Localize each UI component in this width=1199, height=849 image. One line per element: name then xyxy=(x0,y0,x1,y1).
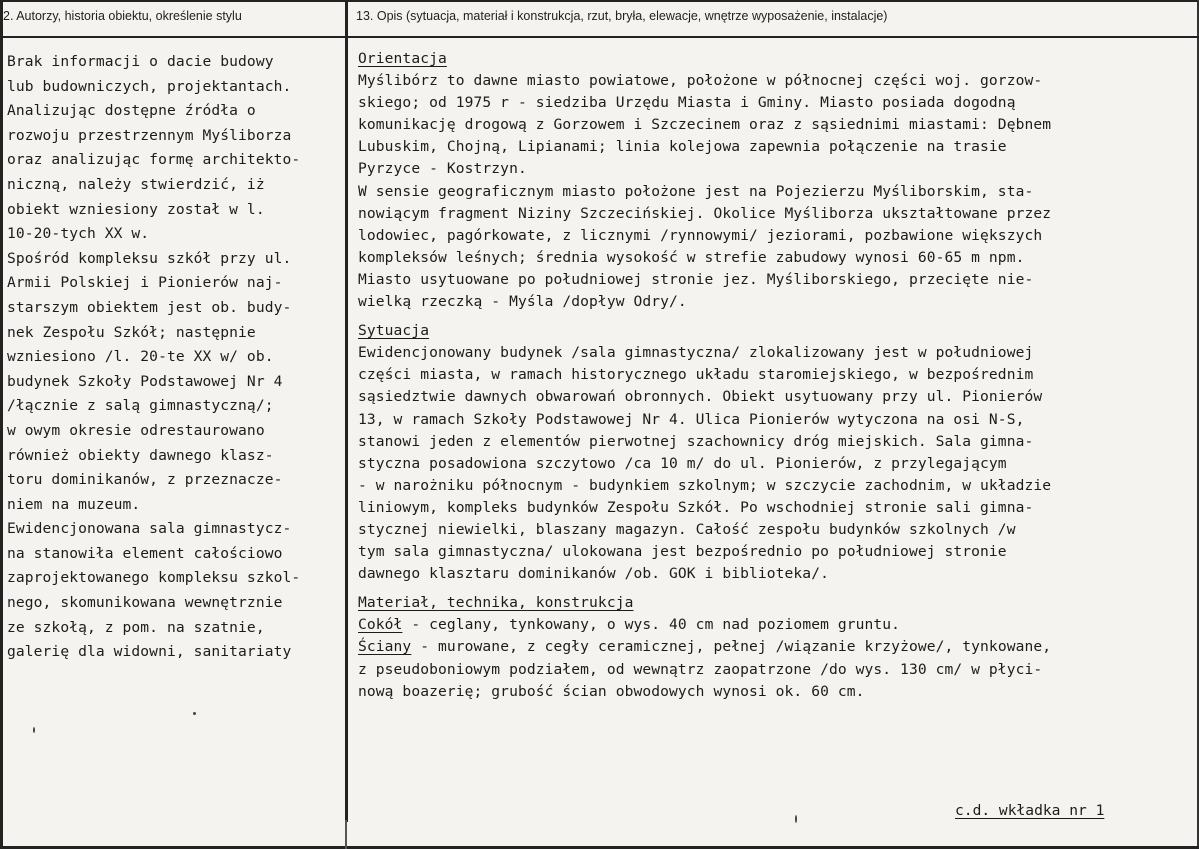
text-line: - w narożniku północnym - budynkiem szkolnym; w szczycie zachodnim, w układzie xyxy=(358,476,1052,494)
text-line: ze szkołą, z pom. na szatnie, xyxy=(7,618,265,636)
text-line: zaprojektowanego kompleksu szkol- xyxy=(7,569,301,587)
text-line: Analizując dostępne źródła o xyxy=(7,102,256,120)
text-line: części miasta, w ramach historycznego układu staromiejskiego, w bezpośrednim xyxy=(358,366,1034,384)
text-line: nek Zespołu Szkół; następnie xyxy=(7,323,256,341)
text-line: Ewidencjonowany budynek /sala gimnastyczna/ zlokalizowany jest w południowej xyxy=(358,344,1034,362)
text-line: wzniesiono /l. 20-te XX w/ ob. xyxy=(7,348,274,366)
text-line: Armii Polskiej i Pionierów naj- xyxy=(7,274,283,292)
column-divider xyxy=(345,2,348,822)
text-line: dawnego klasztaru dominikanów /ob. GOK i biblioteka/. xyxy=(358,565,829,583)
text-line: /łącznie z salą gimnastyczną/; xyxy=(7,397,274,415)
section-spacer xyxy=(358,313,1188,320)
column-divider-lower xyxy=(345,820,347,849)
text-line: obiekt wzniesiony został w l. xyxy=(7,200,265,218)
section-heading-orientacja: Orientacja xyxy=(358,50,447,67)
text-line: stanowi jeden z elementów pierwotnej szachownicy dróg miejskich. Sala gimna- xyxy=(358,432,1034,450)
paper-speck xyxy=(193,712,196,715)
right-column-header: 13. Opis (sytuacja, materiał i konstrukcja, rzut, bryła, elewacje, wnętrze wyposażenie, instalacje) xyxy=(356,9,888,23)
frame-top-border xyxy=(0,0,1199,2)
left-column-header: 2. Autorzy, historia obiektu, określenie stylu xyxy=(3,9,242,23)
text-line: starszym obiektem jest ob. budy- xyxy=(7,298,292,316)
text-line: również obiekty dawnego klasz- xyxy=(7,446,274,464)
text-line: niczną, należy stwierdzić, iż xyxy=(7,175,265,193)
text-line: komunikację drogową z Gorzowem i Szczecinem oraz z sąsiednimi miastami: Dębnem xyxy=(358,116,1052,134)
left-column-text xyxy=(7,50,343,665)
section-heading-sytuacja: Sytuacja xyxy=(358,322,430,340)
text-line: nową boazerię; grubość ścian obwodowych wynosi ok. 60 cm. xyxy=(358,682,865,700)
text-line: nego, skomunikowana wewnętrznie xyxy=(7,594,283,612)
text-line-cokol xyxy=(358,614,1188,636)
text-line: Spośród kompleksu szkół przy ul. xyxy=(7,249,292,267)
text-line: Miasto usytuowane po południowej stronie jez. Myśliborskiego, przecięte nie- xyxy=(358,270,1034,288)
text-line: w owym okresie odrestaurowano xyxy=(7,421,265,439)
text-line: z pseudoboniowym podziałem, od wewnątrz zaopatrzone /do wys. 130 cm/ w płyci- xyxy=(358,660,1043,678)
text-line: styczna posadowiona szczytowo /ca 10 m/ do ul. Pionierów, z przylegającym xyxy=(358,454,1007,472)
header-rule xyxy=(0,36,1199,38)
paper-speck xyxy=(33,727,35,733)
sciany-text: - murowane, z cegły ceramicznej, pełnej /wiązanie krzyżowe/, tynkowane, xyxy=(411,638,1052,656)
text-line: liniowym, kompleks budynków Zespołu Szkół. Po wschodniej stronie sali gimna- xyxy=(358,498,1034,516)
section-spacer xyxy=(358,585,1188,592)
text-line: oraz analizując formę architekto- xyxy=(7,151,301,169)
text-line: 13, w ramach Szkoły Podstawowej Nr 4. Ulica Pionierów wytyczona na osi N-S, xyxy=(358,410,1025,428)
text-line: budynek Szkoły Podstawowej Nr 4 xyxy=(7,372,283,390)
text-line: toru dominikanów, z przeznacze- xyxy=(7,471,283,489)
text-line: kompleksów leśnych; średnia wysokość w strefie zabudowy wynosi 60-65 m npm. xyxy=(358,248,1025,266)
continuation-note: c.d. wkładka nr 1 xyxy=(955,802,1105,819)
text-line: Brak informacji o dacie budowy xyxy=(7,53,274,70)
text-line: W sensie geograficznym miasto położone jest na Pojezierzu Myśliborskim, sta- xyxy=(358,182,1034,200)
text-line: rozwoju przestrzennym Myśliborza xyxy=(7,126,292,144)
text-line: 10-20-tych XX w. xyxy=(7,225,150,243)
text-line: galerię dla widowni, sanitariaty xyxy=(7,643,292,661)
cokol-text: - ceglany, tynkowany, o wys. 40 cm nad poziomem gruntu. xyxy=(402,616,901,634)
text-line: Ewidencjonowana sala gimnastycz- xyxy=(7,520,292,538)
text-line: Pyrzyce - Kostrzyn. xyxy=(358,160,527,178)
text-line: tym sala gimnastyczna/ ulokowana jest bezpośrednio po południowej stronie xyxy=(358,543,1007,561)
text-line: wielką rzeczką - Myśla /dopływ Odry/. xyxy=(358,293,687,311)
text-line: nowiącym fragment Niziny Szczecińskiej. Okolice Myśliborza ukształtowane przez xyxy=(358,204,1052,222)
text-line: stycznej niewielki, blaszany magazyn. Całość zespołu budynków szkolnych /w xyxy=(358,520,1016,538)
text-line: niem na muzeum. xyxy=(7,495,141,513)
sciany-label: Ściany xyxy=(358,638,412,656)
right-column-text xyxy=(358,48,1188,703)
text-line: Myślibórz to dawne miasto powiatowe, położone w północnej części woj. gorzow- xyxy=(358,72,1043,90)
text-line: Lubuskim, Chojną, Lipianami; linia kolejowa zapewnia połączenie na trasie xyxy=(358,138,1007,156)
text-line: sąsiedztwie dawnych obwarowań obronnych. Obiekt usytuowany przy ul. Pionierów xyxy=(358,388,1043,406)
frame-left-border xyxy=(0,0,3,849)
cokol-label: Cokół xyxy=(358,616,403,634)
text-line: skiego; od 1975 r - siedziba Urzędu Miasta i Gminy. Miasto posiada dogodną xyxy=(358,94,1016,112)
text-line: lodowiec, pagórkowate, z licznymi /rynnowymi/ jeziorami, pozbawione większych xyxy=(358,226,1043,244)
text-line: lub budowniczych, projektantach. xyxy=(7,77,292,95)
paper-speck xyxy=(795,815,797,823)
text-line: na stanowiła element całościowo xyxy=(7,544,283,562)
text-line-sciany xyxy=(358,636,1188,658)
section-heading-material: Materiał, technika, konstrukcja xyxy=(358,594,634,612)
